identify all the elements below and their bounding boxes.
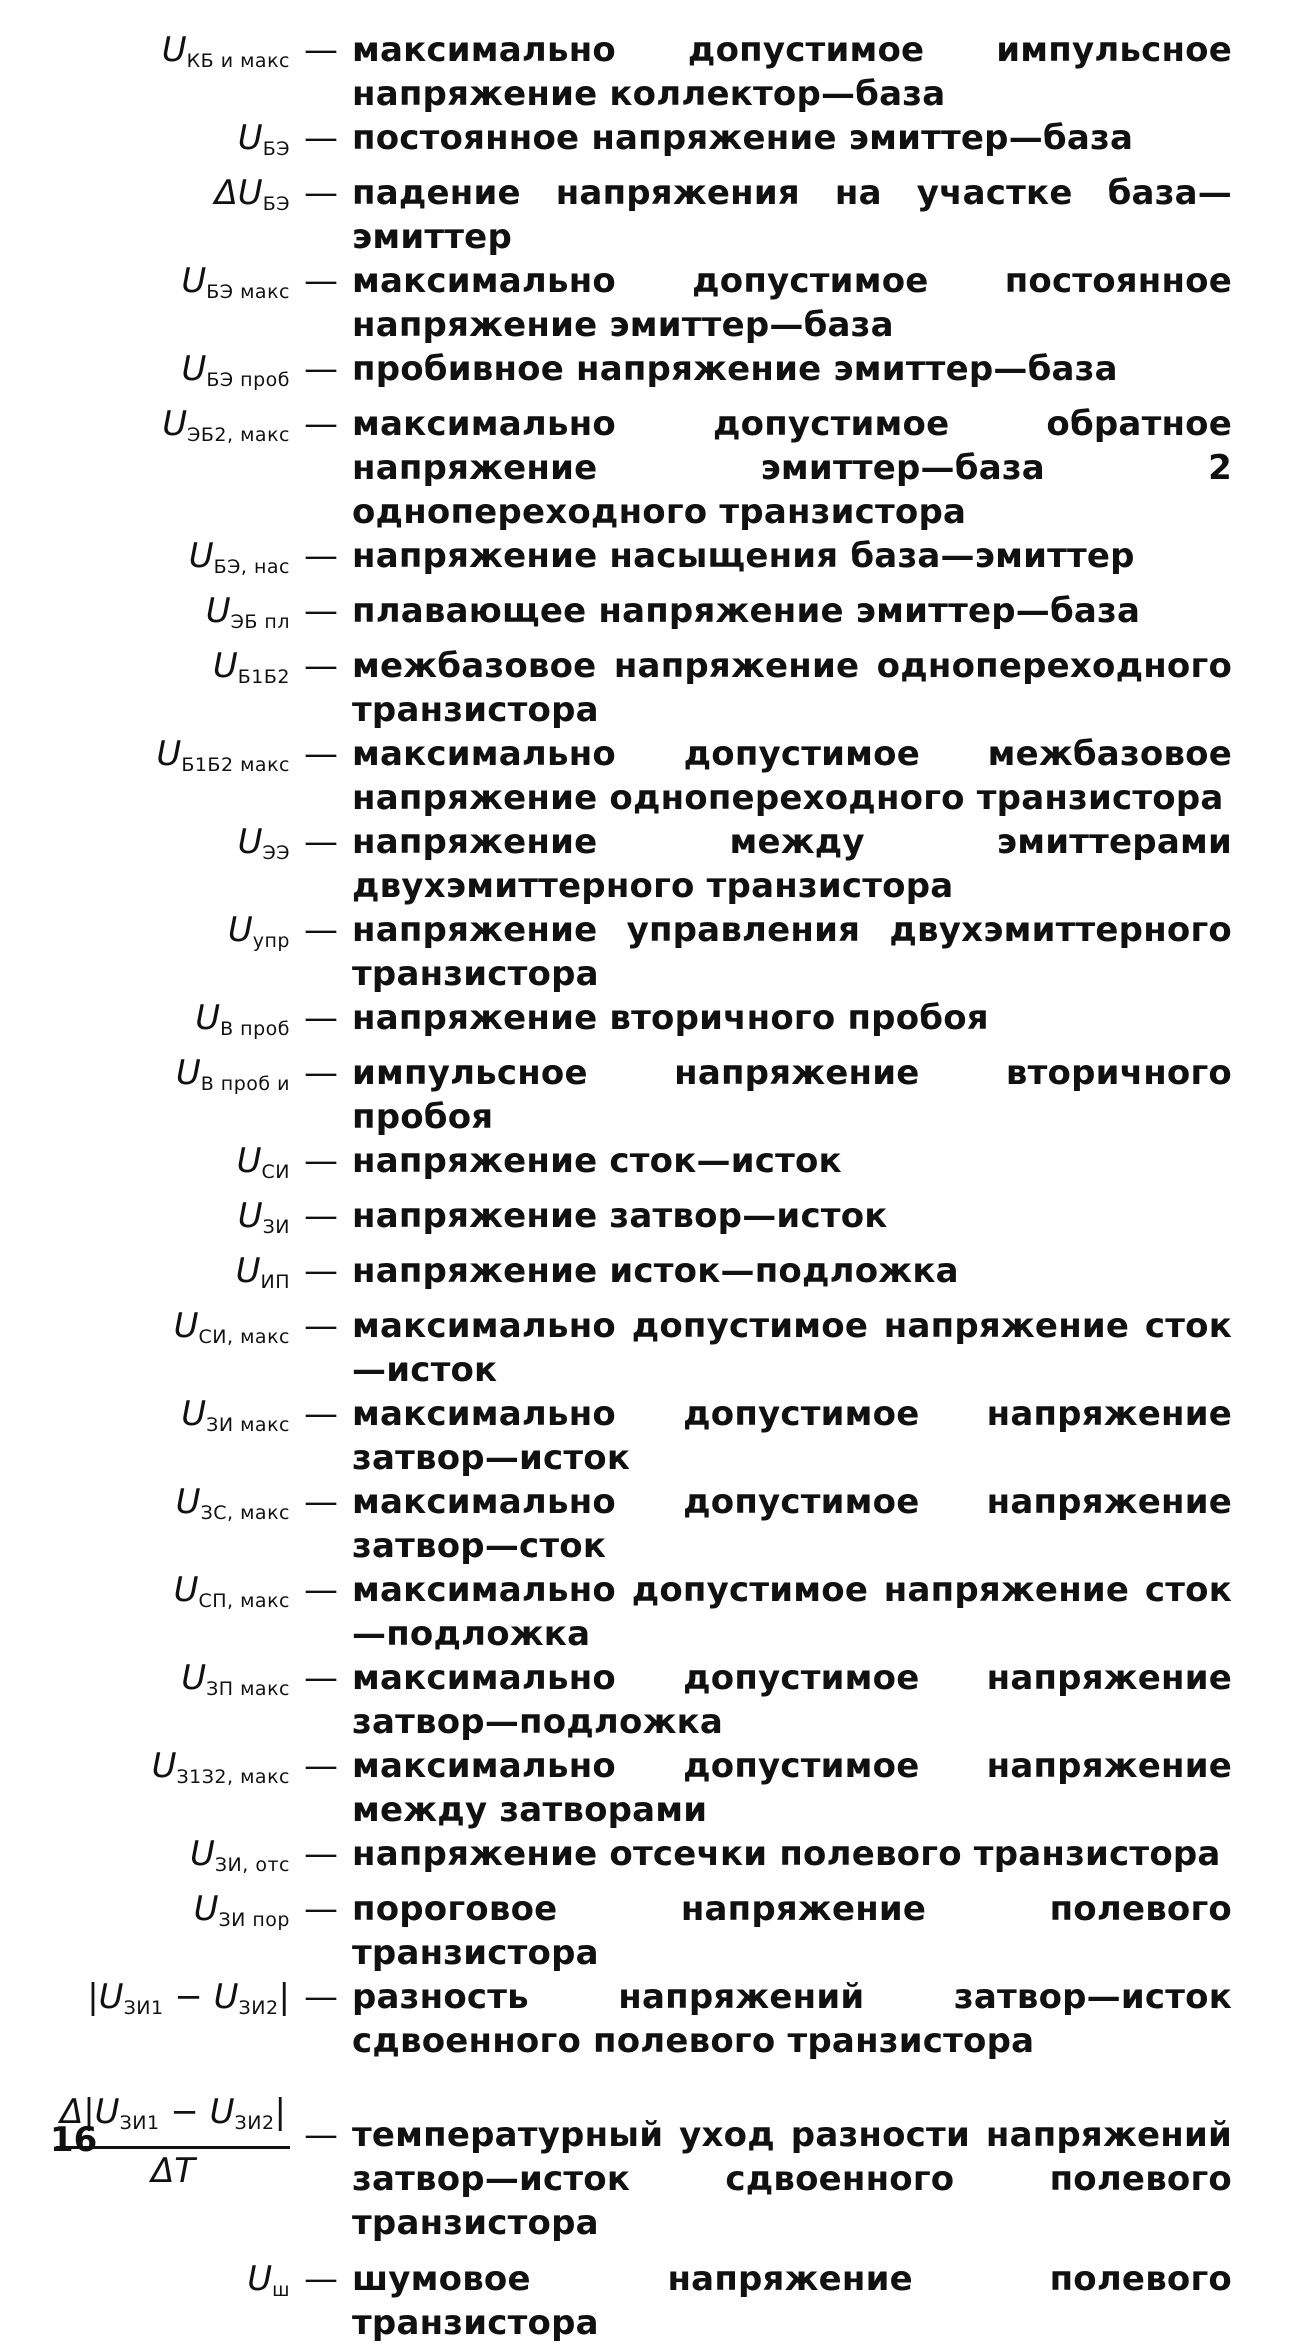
entry-description: шумовое напряжение полевого транзистора: [352, 2259, 1232, 2343]
entry-symbol: $U_{ЭБ2, макс}$: [162, 404, 290, 446]
entry-symbol: $U_{Б1Б2}$: [212, 646, 290, 688]
entry-5: [0, 402, 1296, 534]
entry-description: разность напряжений затвор—исток сдвоенного полевого транзистора: [352, 1977, 1232, 2061]
entry-dash: —: [304, 591, 338, 631]
entry-24: [0, 1887, 1296, 1975]
entry-2: [0, 171, 1296, 259]
entry-dash: —: [304, 349, 338, 389]
entry-25: [0, 1975, 1296, 2063]
entry-description: напряжение между эмиттерами двухэмиттерного транзистора: [352, 822, 1232, 906]
entry-dash: —: [304, 1394, 338, 1434]
fraction-denominator: ΔT: [150, 2151, 195, 2191]
entry-description: напряжение управления двухэмиттерного транзистора: [352, 910, 1232, 994]
entry-symbol: $U_{БЭ проб}$: [181, 349, 290, 391]
entry-symbol: $U_{ЗИ пор}$: [193, 1889, 290, 1931]
entry-dash: —: [304, 734, 338, 774]
entry-description: пробивное напряжение эмиттер—база: [352, 349, 1118, 389]
entry-description: максимально допустимое напряжение затвор—исток: [352, 1394, 1232, 1478]
entry-21: [0, 1656, 1296, 1744]
entry-9: [0, 732, 1296, 820]
entry-dash: —: [304, 1196, 338, 1236]
entry-description: максимально допустимое напряжение сток—подложка: [352, 1570, 1232, 1654]
entry-description: постоянное напряжение эмиттер—база: [352, 118, 1134, 158]
entry-description: температурный уход разности напряжений затвор—исток сдвоенного полевого транзистора: [352, 2115, 1232, 2243]
entry-3: [0, 259, 1296, 347]
entry-6: [0, 534, 1296, 589]
entry-symbol: $\Delta U_{БЭ}$: [214, 173, 290, 215]
entry-symbol: $U_{ЗС, макс}$: [175, 1482, 290, 1524]
entry-15: [0, 1194, 1296, 1249]
entry-16: [0, 1249, 1296, 1304]
entry-symbol: $U_{В проб и}$: [175, 1053, 290, 1095]
entry-symbol: $U_{ЭЭ}$: [237, 822, 290, 864]
entry-8: [0, 644, 1296, 732]
entry-dash: —: [304, 30, 338, 70]
entry-dash: —: [304, 2115, 338, 2155]
entry-dash: —: [304, 1658, 338, 1698]
entry-dash: —: [304, 536, 338, 576]
entry-20: [0, 1568, 1296, 1656]
entry-description: межбазовое напряжение однопереходного транзистора: [352, 646, 1232, 730]
entry-description: напряжение затвор—исток: [352, 1196, 888, 1236]
entry-description: максимально допустимое напряжение затвор—сток: [352, 1482, 1232, 1566]
entry-symbol: $U_{ЭБ пл}$: [205, 591, 290, 633]
entry-description: максимально допустимое обратное напряжение эмиттер—база 2 однопереходного транзистора: [352, 404, 1232, 532]
entry-symbol: $U_{В проб}$: [195, 998, 290, 1040]
entry-22: [0, 1744, 1296, 1832]
entry-symbol: $U_{БЭ макс}$: [181, 261, 290, 303]
entry-fraction: [0, 2091, 1296, 2245]
entry-dash: —: [304, 404, 338, 444]
entry-10: [0, 820, 1296, 908]
entry-symbol: $U_{БЭ}$: [237, 118, 290, 160]
entry-description: падение напряжения на участке база—эмиттер: [352, 173, 1232, 257]
entry-description: максимально допустимое напряжение сток—исток: [352, 1306, 1232, 1390]
entry-description: максимально допустимое межбазовое напряжение однопереходного транзистора: [352, 734, 1232, 818]
entry-19: [0, 1480, 1296, 1568]
entry-0: [0, 28, 1296, 116]
entry-symbol: $U_{СИ, макс}$: [173, 1306, 290, 1348]
symbol-list: [0, 28, 1296, 2345]
entry-dash: —: [304, 2259, 338, 2299]
entry-description: напряжение отсечки полевого транзистора: [352, 1834, 1221, 1874]
entry-23: [0, 1832, 1296, 1887]
entry-symbol: $U_{ЗП макс}$: [181, 1658, 290, 1700]
entry-dash: —: [304, 1570, 338, 1610]
entry-symbol: $U_{СП, макс}$: [173, 1570, 290, 1612]
entry-17: [0, 1304, 1296, 1392]
entry-dash: —: [304, 1141, 338, 1181]
entry-11: [0, 908, 1296, 996]
entry-dash: —: [304, 1977, 338, 2017]
entry-description: напряжение сток—исток: [352, 1141, 842, 1181]
entry-description: максимально допустимое импульсное напряжение коллектор—база: [352, 30, 1232, 114]
entry-description: напряжение вторичного пробоя: [352, 998, 989, 1038]
entry-symbol: $U_{З1З2, макс}$: [151, 1746, 290, 1788]
entry-dash: —: [304, 822, 338, 862]
entry-symbol: $U_{ЗИ}$: [237, 1196, 290, 1238]
entry-symbol: $U_{ЗИ, отс}$: [189, 1834, 290, 1876]
entry-symbol: $U_{БЭ, нас}$: [188, 536, 290, 578]
entry-description: импульсное напряжение вторичного пробоя: [352, 1053, 1232, 1137]
entry-description: плавающее напряжение эмиттер—база: [352, 591, 1141, 631]
entry-description: максимально допустимое напряжение затвор—подложка: [352, 1658, 1232, 1742]
entry-dash: —: [304, 1889, 338, 1929]
entry-symbol: $U_{СИ}$: [236, 1141, 290, 1183]
entry-dash: —: [304, 1746, 338, 1786]
entry-dash: —: [304, 1482, 338, 1522]
fraction-numerator: $\Delta|U_{ЗИ1} - U_{ЗИ2}|$: [56, 2091, 290, 2149]
entry-last: [0, 2257, 1296, 2345]
entry-dash: —: [304, 998, 338, 1038]
entry-dash: —: [304, 1053, 338, 1093]
entry-description: максимально допустимое напряжение между затворами: [352, 1746, 1232, 1830]
entry-13: [0, 1051, 1296, 1139]
entry-12: [0, 996, 1296, 1051]
entry-description: пороговое напряжение полевого транзистора: [352, 1889, 1232, 1973]
entry-dash: —: [304, 910, 338, 950]
entry-1: [0, 116, 1296, 171]
entry-description: напряжение исток—подложка: [352, 1251, 959, 1291]
entry-symbol: $U_{КБ и макс}$: [161, 30, 290, 72]
entry-symbol: $U_{ИП}$: [235, 1251, 290, 1293]
fraction-symbol: [0, 2091, 290, 2193]
entry-dash: —: [304, 118, 338, 158]
entry-symbol: $U_{ЗИ макс}$: [181, 1394, 290, 1436]
entry-symbol: $U_{упр}$: [227, 910, 290, 952]
entry-dash: —: [304, 646, 338, 686]
entry-description: максимально допустимое постоянное напряжение эмиттер—база: [352, 261, 1232, 345]
page-number: 16: [50, 2120, 98, 2160]
entry-4: [0, 347, 1296, 402]
entry-symbol: $|U_{ЗИ1} - U_{ЗИ2}|$: [87, 1977, 290, 2019]
entry-14: [0, 1139, 1296, 1194]
entry-dash: —: [304, 261, 338, 301]
entry-7: [0, 589, 1296, 644]
entry-dash: —: [304, 1251, 338, 1291]
entry-dash: —: [304, 173, 338, 213]
entry-dash: —: [304, 1834, 338, 1874]
entry-symbol: $U_ш$: [247, 2259, 290, 2301]
entry-18: [0, 1392, 1296, 1480]
entry-description: напряжение насыщения база—эмиттер: [352, 536, 1135, 576]
entry-dash: —: [304, 1306, 338, 1346]
entry-symbol: $U_{Б1Б2 макс}$: [156, 734, 290, 776]
